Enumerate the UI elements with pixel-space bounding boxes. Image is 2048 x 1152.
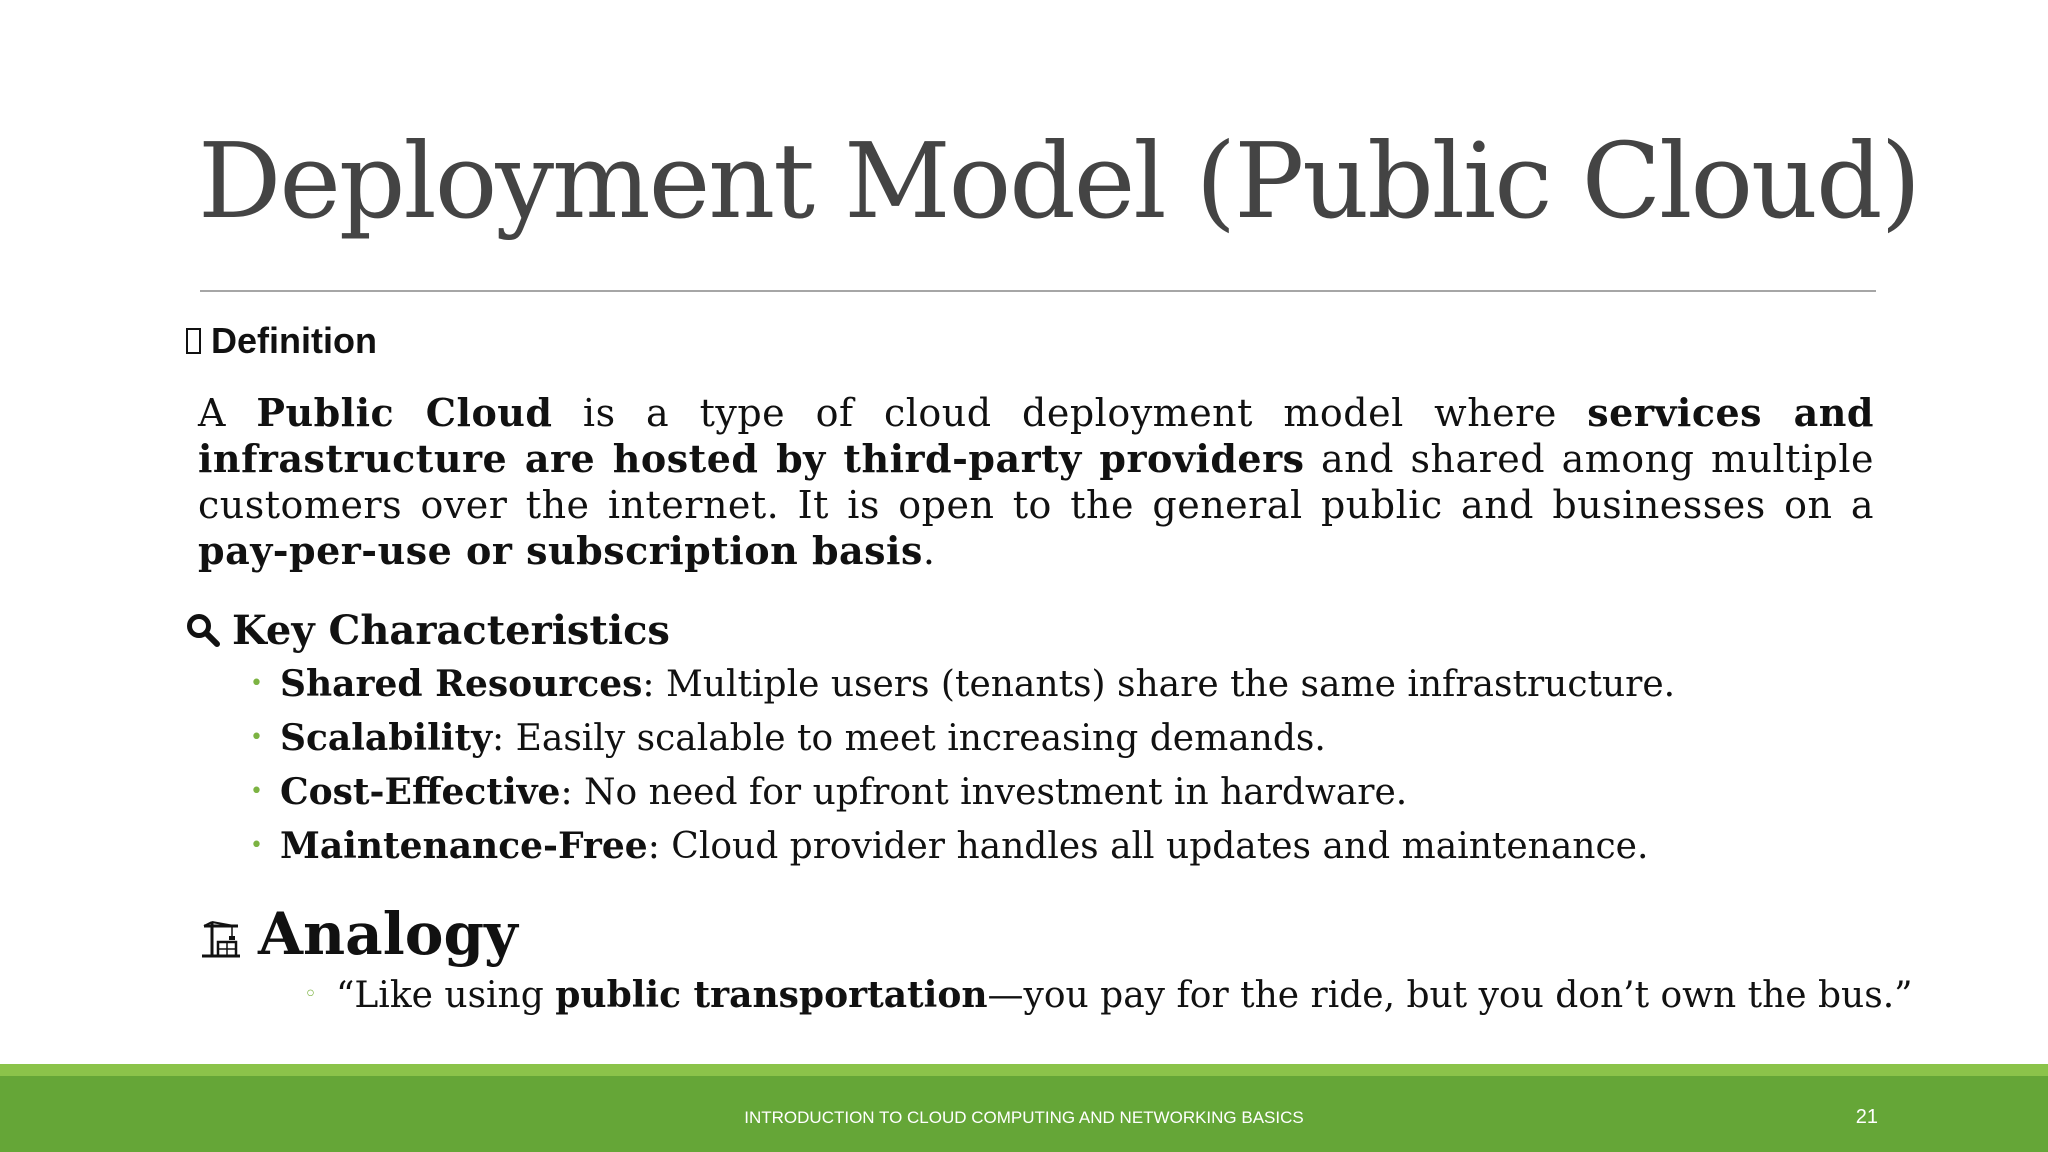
slide-title: Deployment Model (Public Cloud) [198, 120, 1920, 242]
list-item-term: Shared Resources [280, 663, 643, 705]
definition-heading-label: Definition [211, 320, 377, 361]
list-item [246, 768, 1675, 822]
definition-text: . [922, 529, 936, 573]
list-item [246, 660, 1675, 714]
missing-glyph-icon [186, 328, 201, 354]
list-item [246, 714, 1675, 768]
characteristics-list [246, 660, 1675, 876]
list-item-desc: : Multiple users (tenants) share the same infrastructure. [642, 664, 1676, 705]
definition-text: is a type of cloud deployment model where [552, 391, 1588, 435]
bullet-icon: • [250, 671, 263, 696]
list-item-desc: : Cloud provider handles all updates and maintenance. [647, 826, 1649, 867]
definition-text-bold: services and infrastructure are hosted by third-party providers [198, 390, 1874, 481]
analogy-heading [200, 898, 518, 970]
definition-text-bold: pay-per-use or subscription basis [198, 528, 923, 573]
list-item-desc: : Easily scalable to meet increasing demands. [492, 718, 1326, 759]
analogy-quote-end: —you pay for the ride, but you don’t own the bus.” [987, 975, 1913, 1016]
definition-text-bold: Public Cloud [256, 390, 553, 435]
definition-paragraph [198, 390, 1874, 574]
key-characteristics-heading-label: Key Characteristics [232, 606, 670, 654]
list-item-desc: : No need for upfront investment in hardware. [560, 772, 1408, 813]
title-divider [200, 290, 1876, 292]
building-construction-icon [200, 918, 242, 958]
key-characteristics-heading [186, 604, 670, 656]
ring-bullet-icon: ◦ [304, 982, 317, 1007]
analogy-heading-label: Analogy [258, 900, 518, 968]
list-item-term: Cost-Effective [280, 771, 561, 813]
list-item-term: Scalability [280, 717, 492, 759]
footer-title: INTRODUCTION TO CLOUD COMPUTING AND NETWORKING BASICS [744, 1108, 1304, 1127]
bullet-icon: • [250, 779, 263, 804]
analogy-quote [304, 970, 1913, 1020]
definition-text: and shared among multiple customers over the internet. It is open to the general public and businesses on a [198, 437, 1875, 527]
list-item [246, 822, 1675, 876]
bullet-icon: • [250, 833, 263, 858]
definition-heading [186, 318, 377, 364]
magnifier-icon [186, 613, 220, 647]
analogy-quote-start: “Like using [336, 975, 556, 1016]
bullet-icon: • [250, 725, 263, 750]
page-number: 21 [1855, 1106, 1878, 1128]
footer-accent-strip [0, 1064, 2048, 1076]
analogy-quote-bold: public transportation [555, 974, 988, 1016]
list-item-term: Maintenance-Free [280, 825, 648, 867]
definition-text: A [198, 391, 257, 435]
